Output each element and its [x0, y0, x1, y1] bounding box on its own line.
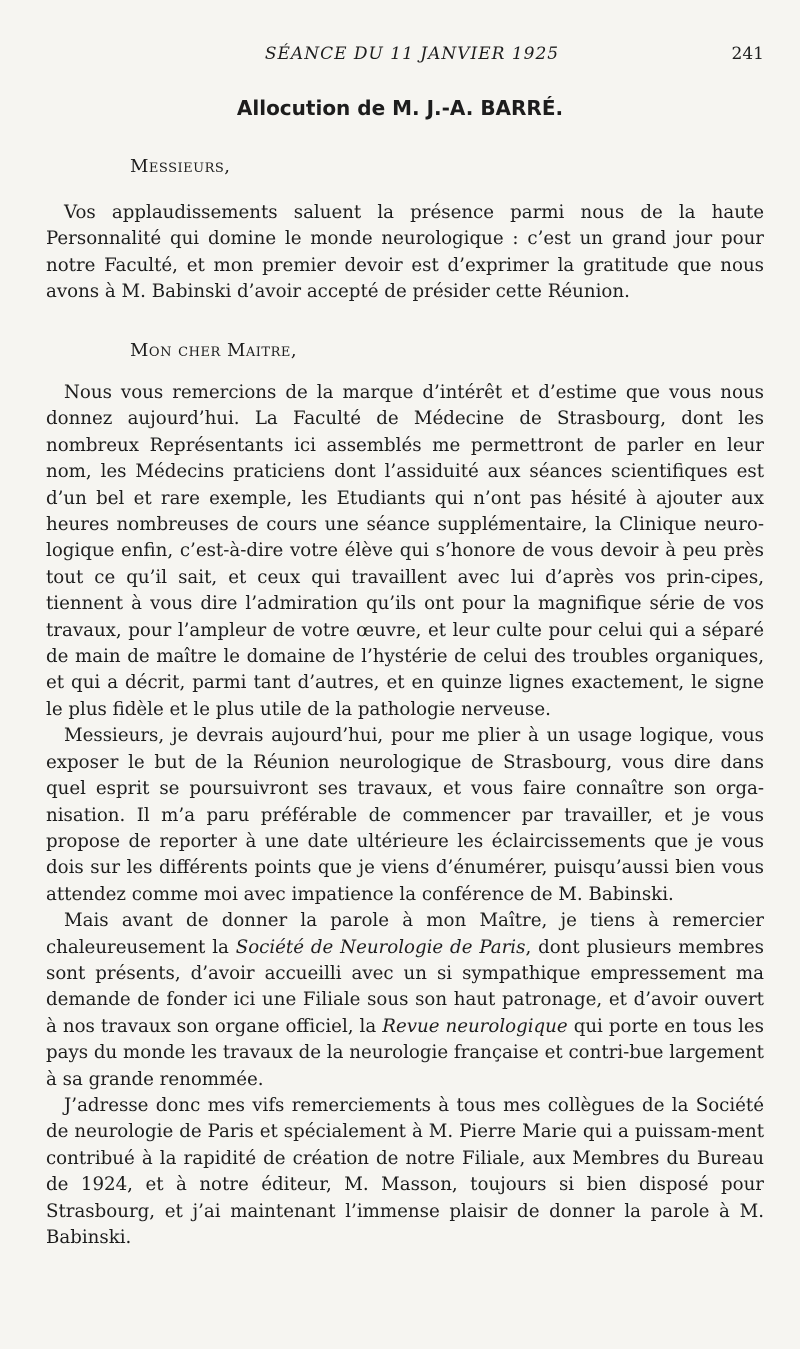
paragraph-3: Messieurs, je devrais aujourd’hui, pour me plier à un usage logique, vous exposer le but de la Réunion neurologique de Strasbourg, vous dire dans quel esprit se poursuivront ses travaux, et vous faire connaître son orga-nisation. Il m’a paru préférable de commencer par travailler, et je vous propose de reporter à une date ultérieure les éclaircissements que je vous dois sur les différents points que je viens d’énumérer, puisqu’aussi bien vous attendez comme moi avec impatience la conférence de M. Babinski. — [46, 725, 764, 905]
body-block-2 — [46, 380, 764, 1251]
salutation-mon-cher-maitre: Mon cher Maitre, — [130, 340, 298, 361]
paragraph-2: Nous vous remercions de la marque d’intérêt et d’estime que vous nous donnez aujourd’hui. La Faculté de Médecine de Strasbourg, dont les nombreux Représentants ici assemblés me permettront de parler en leur nom, les Médecins praticiens dont l’assiduité aux séances scientifiques est d’un bel et rare exemple, les Etudiants qui n’ont pas hésité à ajouter aux heures nombreuses de cours une séance supplémentaire, la Clinique neuro-logique enfin, c’est-à-dire votre élève qui s’honore de vous devoir à peu près tout ce qu’il sait, et ceux qui travaillent avec lui d’après vos prin-cipes, tiennent à vous dire l’admiration qu’ils ont pour la magnifique série de vos travaux, pour l’ampleur de votre œuvre, et leur culte pour celui qui a séparé de main de maître le domaine de l’hystérie de celui des troubles organiques, et qui a décrit, parmi tant d’autres, et en quinze lignes exactement, le signe le plus fidèle et le plus utile de la pathologie nerveuse. — [46, 382, 764, 720]
revue-neurologique-title: Revue neurologique — [382, 1015, 568, 1037]
running-title: SÉANCE DU 11 JANVIER 1925 — [264, 44, 560, 64]
speech-title: Allocution de M. J.-A. BARRÉ. — [236, 96, 564, 120]
page-number: 241 — [731, 44, 764, 64]
body-block-1 — [46, 200, 764, 306]
paragraph-1: Vos applaudissements saluent la présence parmi nous de la haute Personnalité qui domine le monde neurologique : c’est un grand jour pour notre Faculté, et mon premier devoir est d’exprimer la gratitude que nous avons à M. Babinski d’avoir accepté de présider cette Réunion. — [46, 202, 764, 303]
paragraph-4-part-1: Mais avant de donner la parole à mon Maître, je tiens à remercier chaleureusement la — [46, 910, 764, 958]
societe-neurologie-title: Société de Neurologie de Paris — [235, 936, 526, 958]
paragraph-4-part-3: qui porte en tous les pays du monde les travaux de la neurologie française et contri-bue largement à sa grande renommée. — [46, 1015, 765, 1090]
paragraph-5: J’adresse donc mes vifs remerciements à tous mes collègues de la Société de neurologie de Paris et spécialement à M. Pierre Marie qui a puissam-ment contribué à la rapidité de création de notre Filiale, aux Membres du Bureau de 1924, et à notre éditeur, M. Masson, toujours si bien disposé pour Strasbourg, et j’ai maintenant l’immense plaisir de donner la parole à M. Babinski. — [46, 1094, 764, 1248]
salutation-messieurs: Messieurs, — [130, 156, 231, 177]
paragraph-4 — [46, 908, 764, 1093]
running-header — [60, 44, 764, 70]
paragraph-4-part-2: , dont plusieurs membres sont présents, d’avoir accueilli avec un si sympathique empressement ma demande de fonder ici une Filiale sous son haut patronage, et d’avoir ouvert à nos travaux son organe officiel, la — [46, 936, 764, 1037]
